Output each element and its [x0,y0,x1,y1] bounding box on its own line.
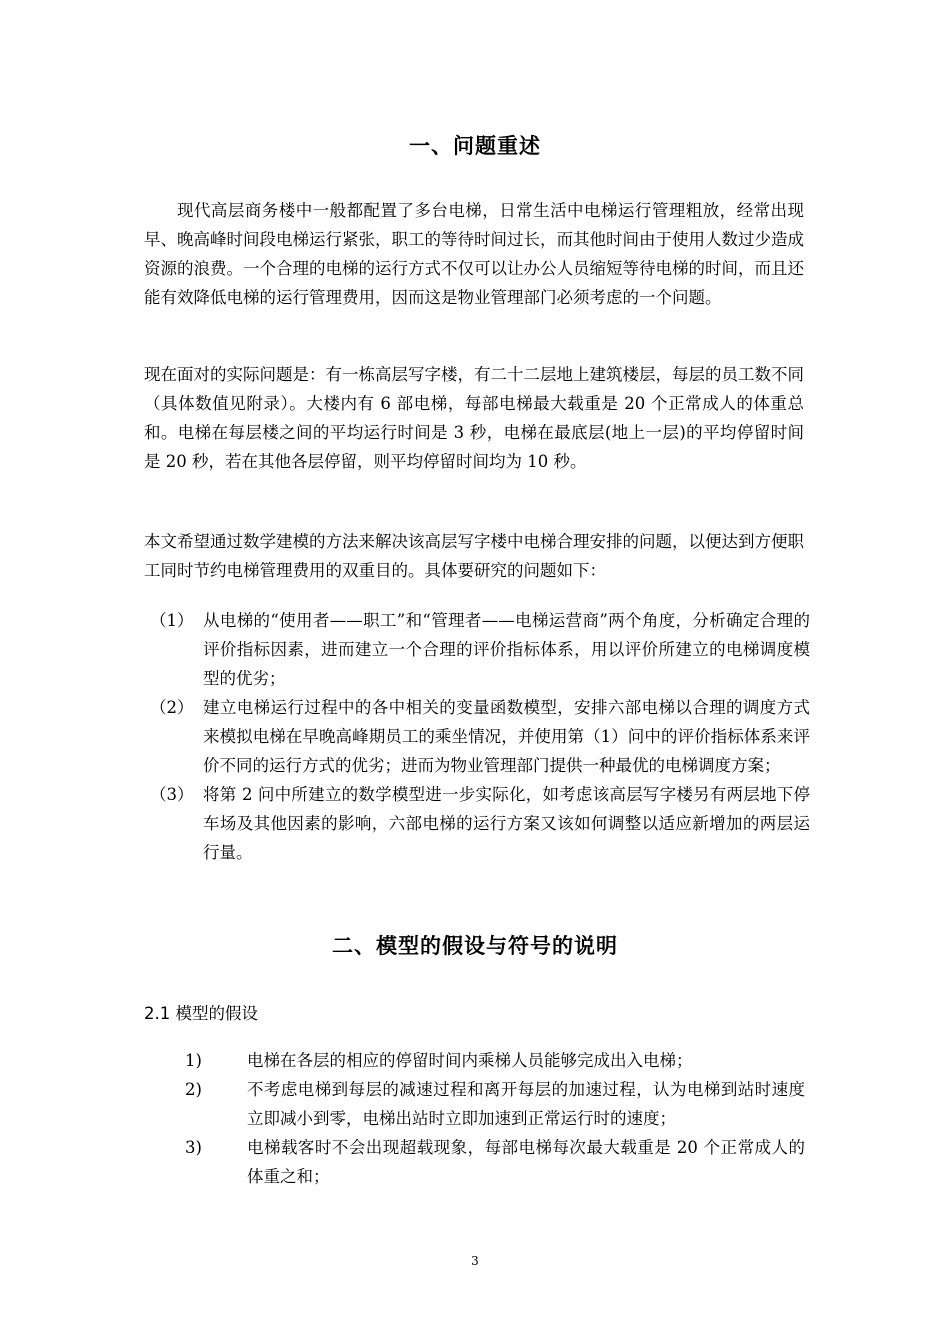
question-number: （2） [150,698,194,717]
question-item [150,780,810,867]
assumption-item [185,1075,805,1133]
assumption-number: 3) [185,1138,202,1157]
assumption-text: 电梯载客时不会出现超载现象，每部电梯每次最大载重是 20 个正常成人的体重之和； [247,1138,805,1186]
assumption-text: 电梯在各层的相应的停留时间内乘梯人员能够完成出入电梯； [247,1051,693,1070]
assumption-item [185,1046,805,1075]
question-text: 从电梯的“使用者——职工”和“管理者——电梯运营商”两个角度，分析确定合理的评价指标因素，进而建立一个合理的评价指标体系，用以评价所建立的电梯调度模型的优劣； [203,611,810,688]
section-1-title: 一、问题重述 [409,134,541,158]
page-number: 3 [471,1254,479,1268]
question-list [150,606,810,867]
question-item [150,606,810,693]
question-item [150,693,810,780]
question-text: 将第 2 问中所建立的数学模型进一步实际化，如考虑该高层写字楼另有两层地下停车场及其他因素的影响，六部电梯的运行方案又该如何调整以适应新增加的两层运行量。 [203,785,810,862]
section-2-title: 二、模型的假设与符号的说明 [332,934,618,958]
assumption-text: 不考虑电梯到每层的减速过程和离开每层的加速过程，认为电梯到站时速度立即减小到零，电梯出站时立即加速到正常运行时的速度； [247,1080,805,1128]
question-number: （1） [150,611,194,630]
subsection-title: 2.1 模型的假设 [144,1004,258,1023]
assumption-number: 1) [185,1051,202,1070]
paragraph-intro: 现代高层商务楼中一般都配置了多台电梯，日常生活中电梯运行管理粗放，经常出现早、晚高峰时间段电梯运行紧张，职工的等待时间过长，而其他时间由于使用人数过少造成资源的浪费。一个合理的电梯的运行方式不仅可以让办公人员缩短等待电梯的时间，而且还能有效降低电梯的运行管理费用，因而这是物业管理部门必须考虑的一个问题。 [144,201,804,307]
paragraph-problem: 现在面对的实际问题是：有一栋高层写字楼，有二十二层地上建筑楼层，每层的员工数不同（具体数值见附录）。大楼内有 6 部电梯，每部电梯最大载重是 20 个正常成人的体重总和。电梯在每层楼之间的平均运行时间是 3 秒，电梯在最底层(地上一层)的平均停留时间是 20 秒，若在其他各层停留，则平均停留时间均为 10 秒。 [144,365,804,471]
assumption-list [185,1046,805,1191]
paragraph-goal: 本文希望通过数学建模的方法来解决该高层写字楼中电梯合理安排的问题，以便达到方便职工同时节约电梯管理费用的双重目的。具体要研究的问题如下： [144,532,804,580]
question-text: 建立电梯运行过程中的各中相关的变量函数模型，安排六部电梯以合理的调度方式来模拟电梯在早晚高峰期员工的乘坐情况，并使用第（1）问中的评价指标体系来评价不同的运行方式的优劣；进而为物业管理部门提供一种最优的电梯调度方案； [203,698,810,775]
assumption-number: 2) [185,1080,202,1099]
question-number: （3） [150,785,194,804]
assumption-item [185,1133,805,1191]
